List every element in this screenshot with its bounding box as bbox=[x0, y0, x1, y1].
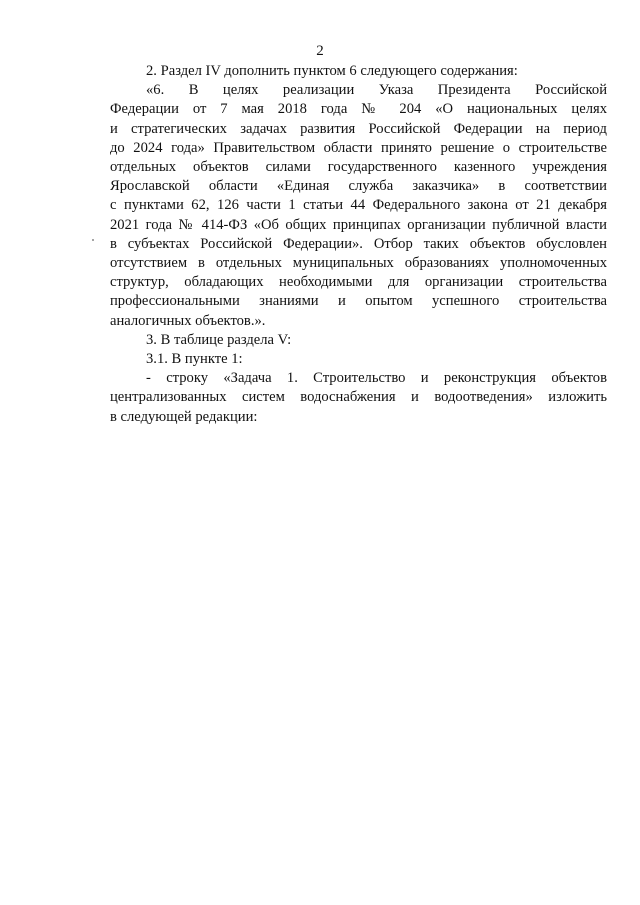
text-line: Ярославской области «Единая служба заказчика» в соответствии bbox=[110, 178, 607, 195]
paragraph-p5 bbox=[110, 369, 607, 427]
text-line: с пунктами 62, 126 части 1 статьи 44 Федерального закона от 21 декабря bbox=[110, 197, 607, 214]
text-line: «6. В целях реализации Указа Президента Российской bbox=[146, 82, 607, 99]
text-line: Федерации от 7 мая 2018 года № 204 «О национальных целях bbox=[110, 101, 607, 118]
scan-mark bbox=[92, 239, 94, 241]
text-line: в следующей редакции: bbox=[110, 408, 258, 425]
text-line: отдельных объектов силами государственного казенного учреждения bbox=[110, 159, 607, 176]
text-line: - строку «Задача 1. Строительство и реконструкция объектов bbox=[146, 370, 607, 387]
text-line: 3.1. В пункте 1: bbox=[146, 351, 243, 368]
paragraph-p1 bbox=[110, 62, 607, 81]
text-line: аналогичных объектов.». bbox=[110, 312, 266, 329]
text-line: и стратегических задачах развития Российской Федерации на период bbox=[110, 120, 607, 137]
paragraph-p2 bbox=[110, 81, 607, 331]
text-line: структур, обладающих необходимыми для организации строительства bbox=[110, 274, 607, 291]
text-line: в субъектах Российской Федерации». Отбор таких объектов обусловлен bbox=[110, 235, 607, 252]
paragraph-p4 bbox=[110, 350, 607, 369]
text-line: до 2024 года» Правительством области принято решение о строительстве bbox=[110, 139, 607, 156]
text-line: отсутствием в отдельных муниципальных образованиях уполномоченных bbox=[110, 255, 607, 272]
text-line: профессиональными знаниями и опытом успешного строительства bbox=[110, 293, 607, 310]
document-body bbox=[110, 62, 607, 427]
text-line: централизованных систем водоснабжения и водоотведения» изложить bbox=[110, 389, 607, 406]
text-line: 2021 года № 414-ФЗ «Об общих принципах организации публичной власти bbox=[110, 216, 607, 233]
paragraph-p3 bbox=[110, 331, 607, 350]
text-line: 2. Раздел IV дополнить пунктом 6 следующего содержания: bbox=[146, 63, 518, 79]
page-number: 2 bbox=[316, 43, 324, 59]
text-line: 3. В таблице раздела V: bbox=[146, 331, 292, 348]
